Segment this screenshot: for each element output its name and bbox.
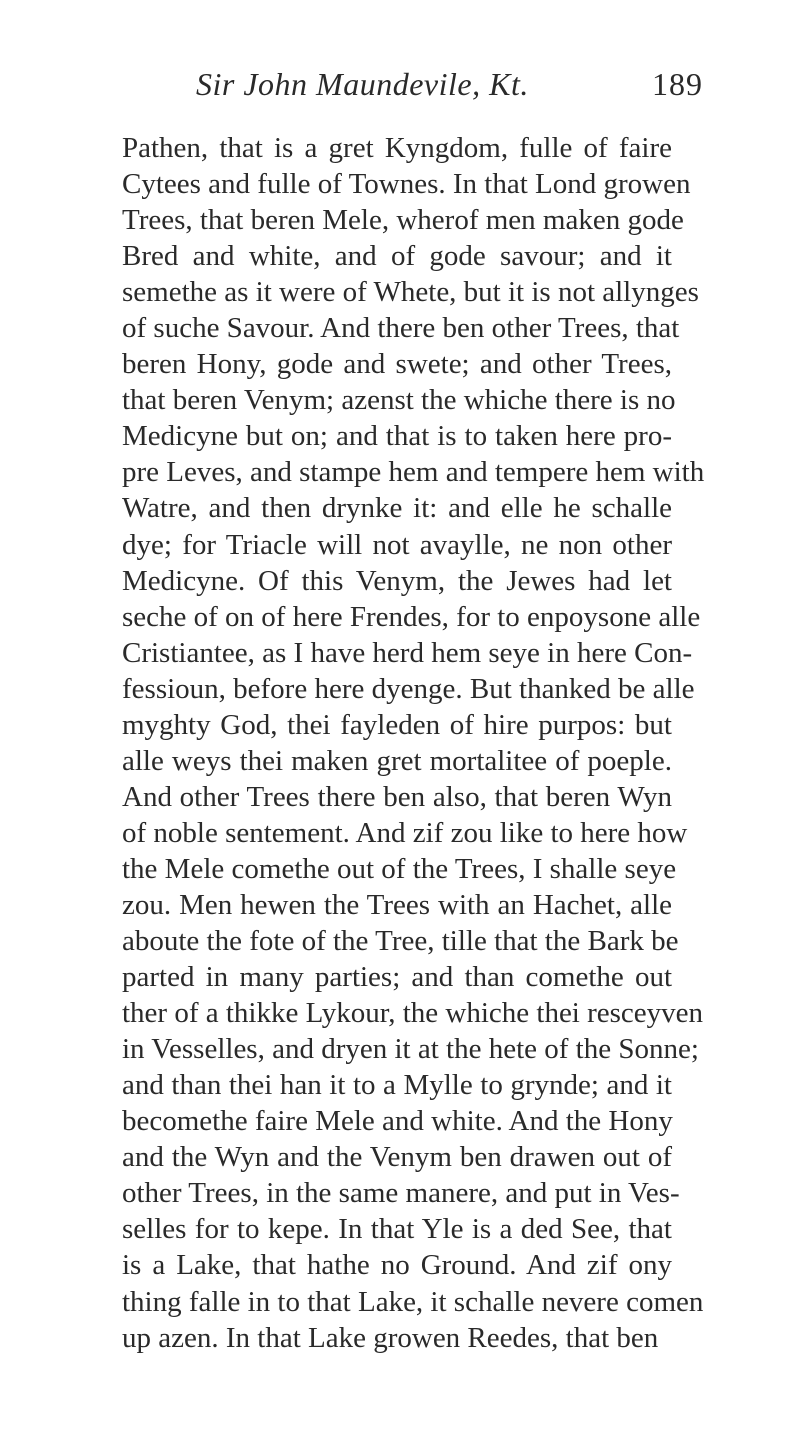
text-line: and than thei han it to a Mylle to grynde; and it xyxy=(122,1069,672,1102)
text-line: And other Trees there ben also, that beren Wyn xyxy=(122,780,672,813)
text-line: in Vesselles, and dryen it at the hete of the Sonne; xyxy=(122,1033,699,1066)
text-line: Watre, and then drynke it: and elle he schalle xyxy=(122,492,672,525)
text-line: alle weys thei maken gret mortalitee of poeple. xyxy=(122,744,672,777)
text-line: Cytees and fulle of Townes. In that Lond growen xyxy=(122,168,691,201)
text-line: pre Leves, and stampe hem and tempere hem with xyxy=(122,456,705,489)
text-line: zou. Men hewen the Trees with an Hachet, alle xyxy=(122,888,672,921)
text-line: dye; for Triacle will not avaylle, ne non other xyxy=(122,528,672,561)
text-line: parted in many parties; and than comethe out xyxy=(122,961,672,994)
text-line: ther of a thikke Lykour, the whiche thei resceyven xyxy=(122,997,704,1030)
text-line: semethe as it were of Whete, but it is not allynges xyxy=(122,276,699,309)
text-line: Medicyne but on; and that is to taken here pro- xyxy=(122,420,672,453)
text-line: selles for to kepe. In that Yle is a ded See, that xyxy=(122,1213,672,1246)
text-line: Trees, that beren Mele, wherof men maken gode xyxy=(122,204,684,237)
text-line: Medicyne. Of this Venym, the Jewes had let xyxy=(122,564,672,597)
text-line: and the Wyn and the Venym ben drawen out of xyxy=(122,1141,672,1174)
running-title: Sir John Maundevile, Kt. xyxy=(196,66,529,102)
text-line: of noble sentement. And zif zou like to here how xyxy=(122,816,688,849)
page-number: 189 xyxy=(652,66,703,102)
text-line: myghty God, thei fayleden of hire purpos: but xyxy=(122,708,672,741)
text-line: aboute the fote of the Tree, tille that the Bark be xyxy=(122,925,679,958)
running-head xyxy=(0,66,800,106)
text-line: of suche Savour. And there ben other Trees, that xyxy=(122,312,680,345)
text-line: becomethe faire Mele and white. And the Hony xyxy=(122,1105,673,1138)
text-line: Pathen, that is a gret Kyngdom, fulle of faire xyxy=(122,132,672,164)
text-line: thing falle in to that Lake, it schalle nevere comen xyxy=(122,1285,704,1318)
text-line: other Trees, in the same manere, and put in Ves- xyxy=(122,1177,680,1210)
text-line: Bred and white, and of gode savour; and it xyxy=(122,240,672,273)
body-text xyxy=(122,130,705,1356)
text-line: seche of on of here Frendes, for to enpoysone alle xyxy=(122,600,701,633)
text-line: Cristiantee, as I have herd hem seye in here Con- xyxy=(122,636,693,669)
text-line: fessioun, before here dyenge. But thanked be alle xyxy=(122,672,695,705)
text-line: that beren Venym; azenst the whiche there is no xyxy=(122,384,676,417)
text-line: is a Lake, that hathe no Ground. And zif ony xyxy=(122,1249,672,1282)
text-line: up azen. In that Lake growen Reedes, that ben xyxy=(122,1321,659,1354)
text-line: the Mele comethe out of the Trees, I shalle seye xyxy=(122,852,677,885)
text-line: beren Hony, gode and swete; and other Trees, xyxy=(122,348,672,381)
